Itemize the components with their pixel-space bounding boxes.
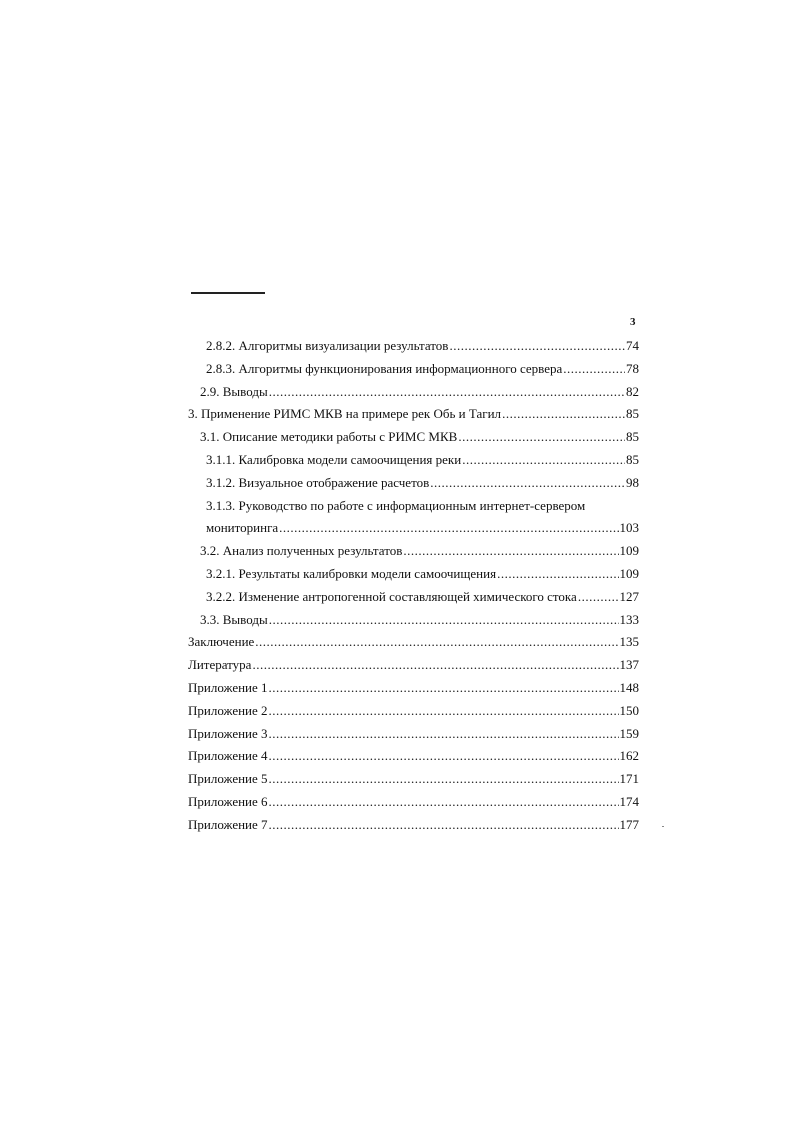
toc-entry (188, 449, 639, 472)
dot-leader (255, 631, 618, 654)
toc-entry-page: 133 (619, 611, 639, 627)
toc-entry-page: 148 (619, 679, 639, 695)
toc-entry (188, 586, 639, 609)
toc-entry (188, 768, 639, 791)
toc-entry-page: 109 (619, 543, 639, 559)
toc-entry-page: 162 (619, 748, 639, 764)
toc-entry-page: 103 (619, 520, 639, 536)
toc-entry-page: 150 (619, 702, 639, 718)
toc-entry-label: Приложение 5 (188, 771, 268, 787)
toc-entry-page: 177 (619, 816, 639, 832)
dot-leader (252, 654, 618, 677)
toc-entry-page: 82 (626, 383, 639, 399)
dot-leader (502, 403, 625, 426)
dot-leader (269, 814, 619, 837)
dot-leader (279, 517, 618, 540)
toc-entry (188, 381, 639, 404)
dot-leader (269, 768, 619, 791)
toc-entry (188, 563, 639, 586)
toc-entry-label: 3.1.2. Визуальное отображение расчетов (206, 474, 430, 490)
toc-entry-page: 74 (626, 338, 639, 353)
toc-entry (188, 814, 639, 837)
dot-leader (269, 381, 625, 404)
toc-entry (188, 540, 639, 563)
toc-entry-label: 3.2.2. Изменение антропогенной составляющей химического стока (206, 588, 577, 604)
toc-entry-label: 3.1. Описание методики работы с РИМС МКВ (200, 429, 458, 445)
toc-entry (188, 426, 639, 449)
dot-leader (449, 335, 625, 358)
dot-leader (578, 586, 619, 609)
toc-entry-label: 3.1.3. Руководство по работе с информационным интернет-сервером (206, 497, 586, 513)
toc-entry-page: 171 (619, 771, 639, 787)
toc-entry-page: 137 (619, 657, 639, 673)
toc-entry (188, 631, 639, 654)
toc-entry (188, 472, 639, 495)
toc-entry-label: Приложение 2 (188, 702, 268, 718)
toc-entry-page: 85 (626, 451, 639, 467)
toc-entry (188, 358, 639, 381)
dot-leader (269, 791, 619, 814)
toc-entry (188, 677, 639, 700)
toc-entry-page: 85 (626, 429, 639, 445)
dot-leader (269, 609, 619, 632)
toc-entry (188, 609, 639, 632)
toc-entry (188, 700, 639, 723)
dot-leader (269, 700, 619, 723)
dot-leader (269, 745, 619, 768)
toc-entry (188, 495, 639, 541)
toc-entry-label: Приложение 6 (188, 793, 268, 809)
toc-entry-label: Приложение 3 (188, 725, 268, 741)
toc-entry-label: 3.2. Анализ полученных результатов (200, 543, 403, 559)
dot-leader (458, 426, 625, 449)
toc-entry (188, 723, 639, 746)
toc-entry (188, 745, 639, 768)
toc-entry-page: 85 (626, 406, 639, 422)
toc-entry-label: 3.2.1. Результаты калибровки модели самоочищения (206, 565, 497, 581)
toc-entry-page: 109 (619, 565, 639, 581)
toc-entry-label: Приложение 1 (188, 679, 268, 695)
page-number: 3 (630, 316, 636, 328)
toc-entry-page: 174 (619, 793, 639, 809)
dot-leader (462, 449, 625, 472)
dot-leader (430, 472, 625, 495)
toc-entry-label: Заключение (188, 634, 255, 650)
scan-speck (662, 826, 664, 827)
dot-leader (403, 540, 618, 563)
toc-entry (188, 403, 639, 426)
header-rule (191, 292, 265, 294)
toc-entry-label: 3.3. Выводы (200, 611, 268, 627)
dot-leader (563, 358, 625, 381)
toc-entry-label: 2.9. Выводы (200, 383, 268, 399)
toc-entry-label: Приложение 4 (188, 748, 268, 764)
toc-entry (188, 335, 639, 358)
toc-entry-page: 159 (619, 725, 639, 741)
toc-entry-label-continued: мониторинга (206, 520, 279, 536)
toc-entry (188, 791, 639, 814)
toc-entry-label: 2.8.2. Алгоритмы визуализации результатов (206, 338, 449, 353)
toc-entry-label: Приложение 7 (188, 816, 268, 832)
toc-entry-page: 135 (619, 634, 639, 650)
toc-entry-page: 127 (619, 588, 639, 604)
toc-entry (188, 654, 639, 677)
toc-entry-label: Литература (188, 657, 252, 673)
dot-leader (269, 723, 619, 746)
toc-entry-page: 78 (626, 360, 639, 376)
table-of-contents (188, 335, 639, 837)
toc-entry-page: 98 (626, 474, 639, 490)
toc-entry-label: 3.1.1. Калибровка модели самоочищения реки (206, 451, 462, 467)
toc-entry-label: 2.8.3. Алгоритмы функционирования информационного сервера (206, 360, 563, 376)
dot-leader (497, 563, 618, 586)
toc-entry-label: 3. Применение РИМС МКВ на примере рек Обь и Тагил (188, 406, 502, 422)
dot-leader (269, 677, 619, 700)
